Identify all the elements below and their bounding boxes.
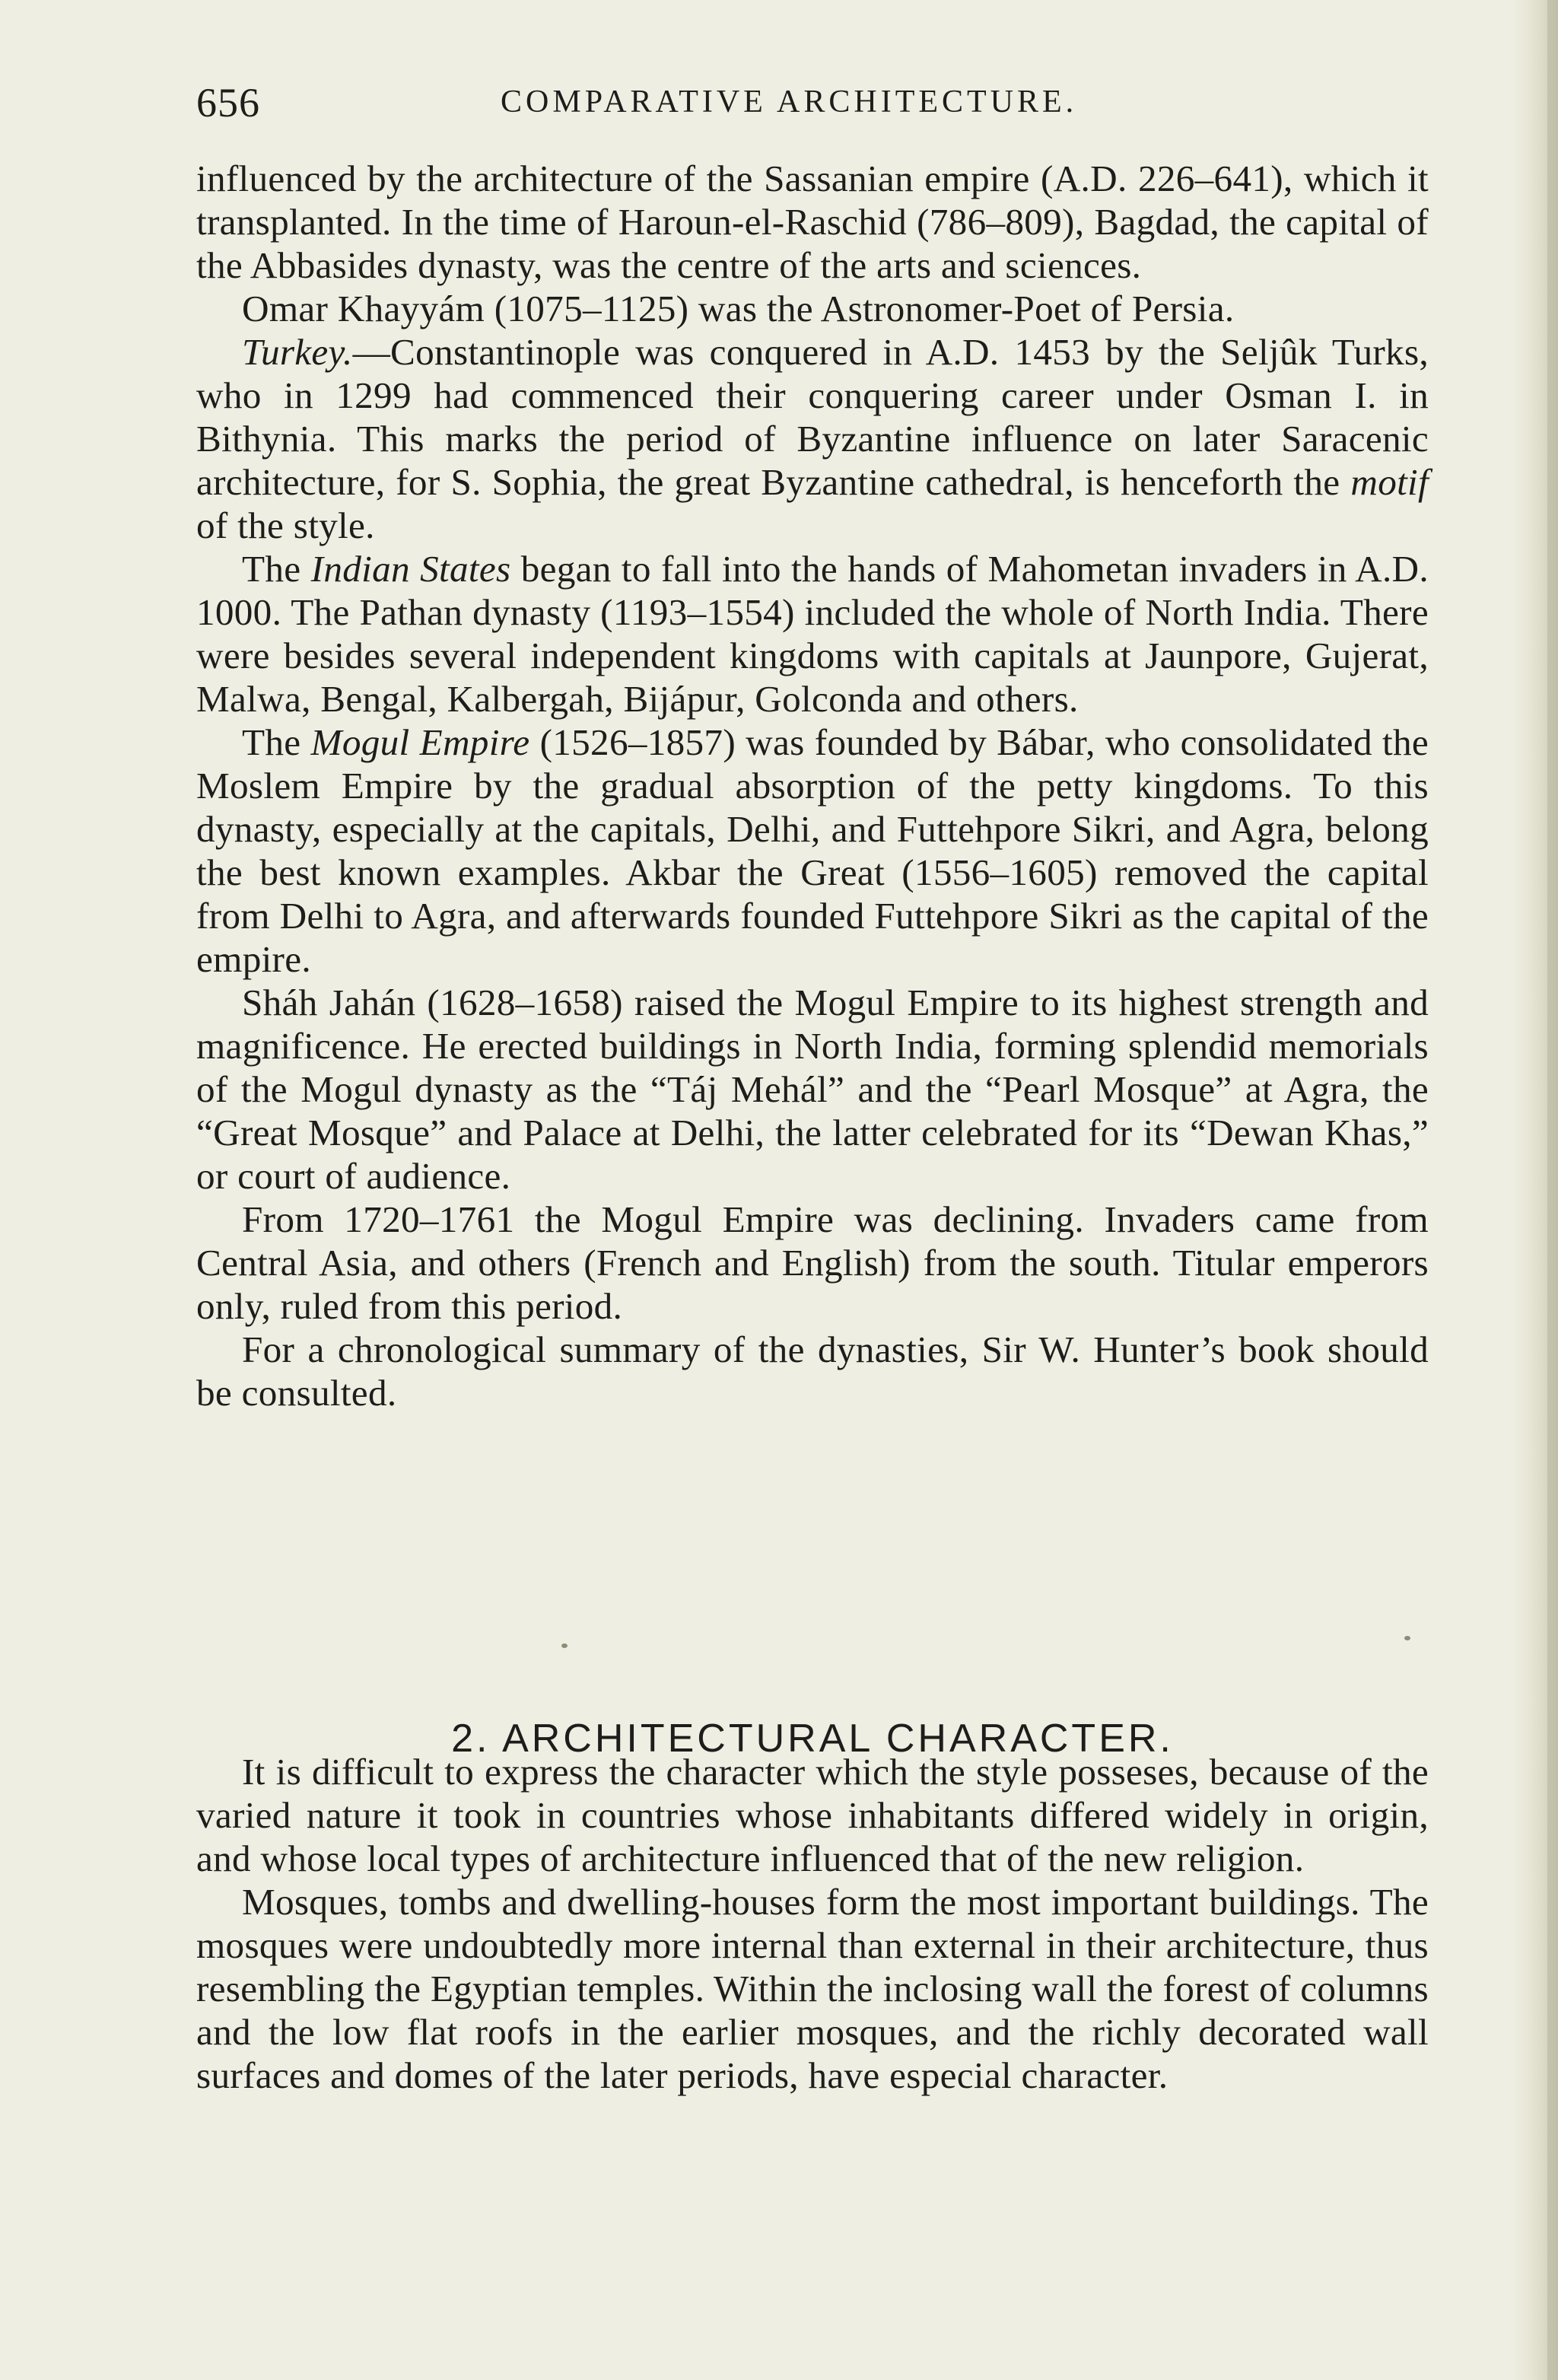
indian-states-pre: The	[242, 548, 301, 590]
body-text	[196, 157, 1429, 1414]
paragraph-indian-states	[196, 547, 1429, 721]
turkey-text-end: of the style.	[196, 504, 375, 546]
mogul-pre: The	[242, 721, 301, 763]
indian-states-text: began to fall into the hands of Mahometan invaders in A.D. 1000. The Pathan dynasty (1193–1554) included the whole of North India. There were besides several independent kingdoms with capitals at Jaunpore, Gujerat, Malwa, Bengal, Kalbergah, Bijápur, Golconda and others.	[196, 548, 1429, 720]
motif-word: motif	[1350, 461, 1429, 503]
indian-states-heading: Indian States	[310, 548, 511, 590]
paragraph-omar-khayyam: Omar Khayyám (1075–1125) was the Astronomer-Poet of Persia.	[242, 288, 1235, 329]
mogul-empire-text: (1526–1857) was founded by Bábar, who consolidated the Moslem Empire by the gradual absorption of the petty kingdoms. To this dynasty, especially at the capitals, Delhi, and Futtehpore Sikri, and Agra, belong the best known examples. Akbar the Great (1556–1605) removed the capital from Delhi to Agra, and afterwards founded Futtehpore Sikri as the capital of the empire.	[196, 721, 1429, 980]
page-number: 656	[196, 80, 260, 126]
paragraph-mosques: Mosques, tombs and dwelling-houses form the most important buildings. The mosques were undoubtedly more internal than external in their architecture, thus resembling the Egyptian temples. Within the inclosing wall the forest of columns and the low flat roofs in the earlier mosques, and the richly decorated wall surfaces and domes of the later periods, have especial character.	[196, 1881, 1429, 2096]
turkey-text: —Constantinople was conquered in A.D. 1453 by the Seljûk Turks, who in 1299 had commenced their conquering career under Osman I. in Bithynia. This marks the period of Byzantine influence on later Saracenic architecture, for S. Sophia, the great Byzantine cathedral, is henceforth the	[196, 331, 1429, 503]
print-speck	[561, 1643, 568, 1648]
page-shadow	[1547, 0, 1558, 2380]
paragraph-mogul-empire	[196, 721, 1429, 981]
paragraph-sassanian: influenced by the architecture of the Sassanian empire (A.D. 226–641), which it transplanted. In the time of Haroun-el-Raschid (786–809), Bagdad, the capital of the Abbasides dynasty, was the centre of the arts and sciences.	[196, 158, 1429, 286]
paragraph-chronology: For a chronological summary of the dynasties, Sir W. Hunter’s book should be consulted.	[196, 1328, 1429, 1414]
page-header	[196, 73, 1429, 134]
section-text	[196, 1750, 1429, 2097]
turkey-heading: Turkey.	[242, 331, 353, 373]
paragraph-shah-jahan: Sháh Jahán (1628–1658) raised the Mogul Empire to its highest strength and magnificence. He erected buildings in North India, forming splendid memorials of the Mogul dynasty as the “Táj Mehál” and the “Pearl Mosque” at Agra, the “Great Mosque” and Palace at Delhi, the latter celebrated for its “Dewan Khas,” or court of audience.	[196, 982, 1429, 1197]
paragraph-turkey	[196, 330, 1429, 547]
running-head: COMPARATIVE ARCHITECTURE.	[501, 84, 1078, 119]
section-heading: 2. ARCHITECTURAL CHARACTER.	[451, 1717, 1174, 1761]
paragraph-decline: From 1720–1761 the Mogul Empire was declining. Invaders came from Central Asia, and others (French and English) from the south. Titular emperors only, ruled from this period.	[196, 1198, 1429, 1327]
paragraph-character: It is difficult to express the character which the style posseses, because of the varied nature it took in countries whose inhabitants differed widely in origin, and whose local types of architecture influenced that of the new religion.	[196, 1751, 1429, 1879]
print-speck	[1404, 1636, 1410, 1640]
mogul-empire-heading: Mogul Empire	[310, 721, 530, 763]
